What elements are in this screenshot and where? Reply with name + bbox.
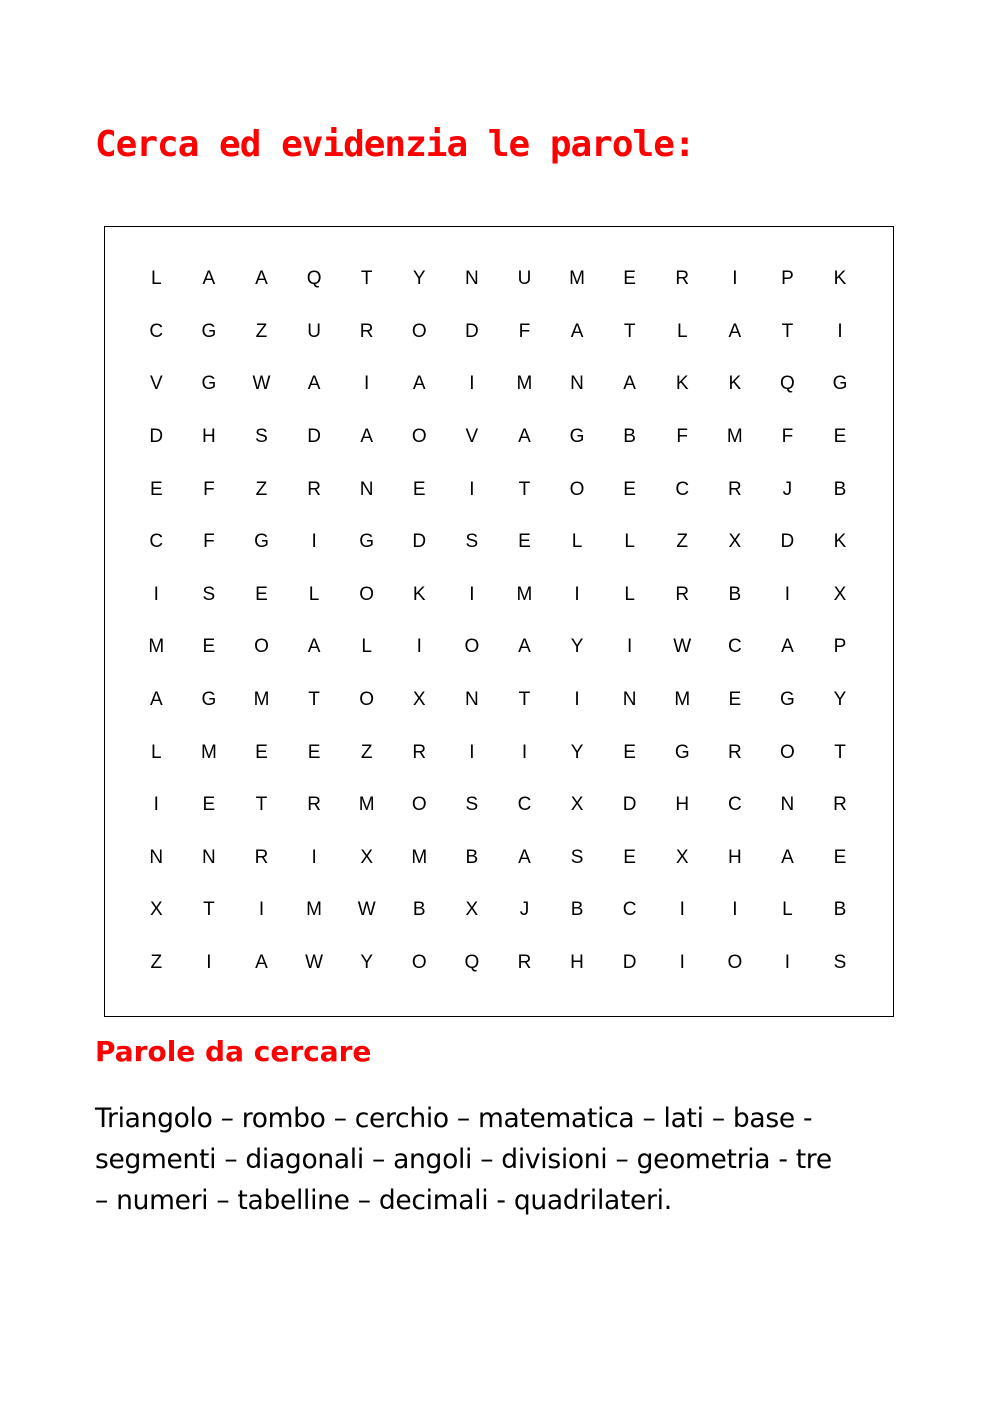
- grid-letter[interactable]: M: [358, 794, 375, 816]
- grid-letter[interactable]: S: [833, 952, 847, 974]
- grid-letter[interactable]: M: [726, 426, 743, 448]
- grid-letter[interactable]: Z: [255, 320, 268, 342]
- grid-letter[interactable]: A: [781, 636, 794, 658]
- grid-letter[interactable]: L: [624, 583, 635, 605]
- grid-letter[interactable]: M: [148, 636, 165, 658]
- grid-letter[interactable]: E: [623, 268, 636, 290]
- grid-letter[interactable]: W: [673, 636, 692, 658]
- grid-letter[interactable]: I: [574, 583, 580, 605]
- grid-letter[interactable]: H: [727, 846, 742, 868]
- grid-letter[interactable]: U: [307, 320, 321, 342]
- grid-letter[interactable]: O: [411, 952, 427, 974]
- grid-letter[interactable]: O: [411, 320, 427, 342]
- grid-letter[interactable]: R: [359, 320, 374, 342]
- grid-letter[interactable]: L: [308, 583, 320, 605]
- grid-letter[interactable]: O: [727, 952, 743, 974]
- grid-letter[interactable]: D: [412, 531, 427, 553]
- grid-letter[interactable]: A: [728, 320, 742, 342]
- grid-letter[interactable]: Y: [570, 741, 584, 763]
- grid-letter[interactable]: M: [200, 741, 217, 763]
- grid-letter[interactable]: X: [728, 531, 742, 553]
- word-list: [95, 1098, 925, 1221]
- grid-letter[interactable]: W: [357, 899, 376, 921]
- grid-letter[interactable]: N: [464, 268, 479, 290]
- grid-letter[interactable]: I: [153, 583, 159, 605]
- grid-letter[interactable]: N: [622, 689, 637, 711]
- grid-letter[interactable]: N: [149, 846, 164, 868]
- grid-letter[interactable]: R: [675, 583, 690, 605]
- grid-letter[interactable]: Y: [570, 636, 584, 658]
- grid-letter[interactable]: S: [202, 583, 216, 605]
- grid-letter[interactable]: C: [727, 636, 742, 658]
- grid-letter[interactable]: X: [149, 899, 163, 921]
- grid-letter[interactable]: M: [674, 689, 691, 711]
- grid-letter[interactable]: H: [675, 794, 690, 816]
- grid-letter[interactable]: F: [203, 478, 215, 500]
- grid-letter[interactable]: I: [311, 531, 317, 553]
- grid-letter[interactable]: K: [675, 373, 689, 395]
- grid-letter[interactable]: E: [412, 478, 426, 500]
- grid-letter[interactable]: G: [201, 689, 217, 711]
- grid-letter[interactable]: R: [254, 846, 269, 868]
- grid-letter[interactable]: A: [518, 846, 531, 868]
- grid-letter[interactable]: Y: [833, 689, 847, 711]
- grid-letter[interactable]: E: [255, 583, 268, 605]
- grid-letter[interactable]: D: [464, 320, 479, 342]
- grid-letter[interactable]: X: [570, 794, 584, 816]
- grid-letter[interactable]: X: [465, 899, 479, 921]
- grid-letter[interactable]: E: [833, 846, 847, 868]
- grid-letter[interactable]: R: [675, 268, 690, 290]
- grid-letter[interactable]: O: [464, 636, 480, 658]
- grid-letter[interactable]: O: [411, 794, 427, 816]
- grid-letter[interactable]: S: [570, 846, 584, 868]
- grid-letter[interactable]: R: [307, 794, 321, 816]
- grid-letter[interactable]: C: [149, 320, 164, 342]
- grid-letter[interactable]: G: [569, 426, 585, 448]
- grid-letter[interactable]: O: [359, 583, 375, 605]
- grid-letter[interactable]: Z: [676, 531, 689, 553]
- grid-letter[interactable]: E: [255, 741, 268, 763]
- grid-letter[interactable]: G: [201, 373, 217, 395]
- grid-letter[interactable]: I: [574, 689, 580, 711]
- grid-letter[interactable]: E: [623, 846, 636, 868]
- grid-letter[interactable]: A: [307, 636, 321, 658]
- grid-letter[interactable]: S: [465, 794, 479, 816]
- grid-letter[interactable]: O: [569, 478, 585, 500]
- grid-letter[interactable]: E: [623, 741, 636, 763]
- grid-letter[interactable]: L: [676, 320, 688, 342]
- grid-letter[interactable]: I: [469, 478, 475, 500]
- grid-letter[interactable]: X: [360, 846, 374, 868]
- grid-letter[interactable]: I: [416, 636, 422, 658]
- grid-letter[interactable]: N: [359, 478, 374, 500]
- grid-letter[interactable]: T: [518, 478, 531, 500]
- grid-letter[interactable]: S: [255, 426, 268, 448]
- grid-letter[interactable]: A: [570, 320, 584, 342]
- grid-letter[interactable]: N: [780, 794, 795, 816]
- grid-letter[interactable]: O: [254, 636, 269, 658]
- grid-letter[interactable]: Q: [306, 268, 322, 290]
- grid-letter[interactable]: R: [833, 794, 847, 816]
- grid-letter[interactable]: I: [153, 794, 159, 816]
- grid-letter[interactable]: X: [833, 583, 847, 605]
- grid-letter[interactable]: I: [784, 952, 791, 974]
- grid-letter[interactable]: P: [781, 268, 794, 290]
- grid-letter[interactable]: A: [412, 373, 426, 395]
- grid-letter[interactable]: B: [465, 846, 479, 868]
- grid-letter[interactable]: Z: [255, 478, 268, 500]
- grid-letter[interactable]: L: [151, 268, 162, 290]
- grid-letter[interactable]: T: [255, 794, 268, 816]
- grid-letter[interactable]: B: [833, 478, 847, 500]
- grid-letter[interactable]: D: [622, 952, 637, 974]
- grid-letter[interactable]: I: [627, 636, 633, 658]
- grid-letter[interactable]: G: [674, 741, 690, 763]
- grid-letter[interactable]: R: [727, 741, 742, 763]
- grid-letter[interactable]: G: [254, 531, 269, 553]
- grid-letter[interactable]: H: [202, 426, 216, 448]
- grid-letter[interactable]: K: [728, 373, 742, 395]
- grid-letter[interactable]: A: [360, 426, 374, 448]
- grid-letter[interactable]: K: [412, 583, 426, 605]
- word-list-line: segmenti – diagonali – angoli – divisioni – geometria - tre: [95, 1144, 832, 1175]
- grid-letter[interactable]: D: [780, 531, 795, 553]
- grid-letter[interactable]: P: [833, 636, 847, 658]
- grid-letter[interactable]: I: [469, 373, 475, 395]
- grid-letter[interactable]: X: [675, 846, 689, 868]
- grid-letter[interactable]: G: [832, 373, 848, 395]
- grid-letter[interactable]: A: [623, 373, 636, 395]
- grid-letter[interactable]: E: [833, 426, 847, 448]
- grid-letter[interactable]: K: [833, 268, 847, 290]
- grid-letter[interactable]: M: [569, 268, 585, 290]
- grid-letter[interactable]: H: [570, 952, 584, 974]
- grid-letter[interactable]: M: [516, 373, 533, 395]
- grid-letter[interactable]: Y: [412, 268, 426, 290]
- grid-letter[interactable]: E: [202, 636, 216, 658]
- grid-letter[interactable]: F: [518, 320, 531, 342]
- grid-letter[interactable]: E: [623, 478, 636, 500]
- grid-letter[interactable]: B: [570, 899, 584, 921]
- grid-letter[interactable]: A: [518, 426, 531, 448]
- grid-letter[interactable]: N: [570, 373, 584, 395]
- grid-letter[interactable]: E: [202, 794, 216, 816]
- grid-letter[interactable]: O: [411, 426, 427, 448]
- grid-letter[interactable]: R: [727, 478, 742, 500]
- word-list-line: Triangolo – rombo – cerchio – matematica – lati – base -: [95, 1103, 813, 1134]
- grid-letter[interactable]: Z: [360, 741, 373, 763]
- grid-letter[interactable]: B: [728, 583, 742, 605]
- grid-letter[interactable]: Y: [360, 952, 374, 974]
- grid-letter[interactable]: R: [517, 952, 532, 974]
- grid-letter[interactable]: O: [359, 689, 375, 711]
- grid-letter[interactable]: G: [780, 689, 795, 711]
- grid-letter[interactable]: I: [364, 373, 370, 395]
- grid-letter[interactable]: I: [521, 741, 528, 763]
- grid-letter[interactable]: I: [732, 899, 738, 921]
- grid-letter[interactable]: I: [784, 583, 791, 605]
- grid-letter[interactable]: N: [464, 689, 479, 711]
- grid-letter[interactable]: C: [727, 794, 742, 816]
- grid-letter[interactable]: Z: [150, 952, 163, 974]
- grid-letter[interactable]: T: [308, 689, 320, 711]
- grid-letter[interactable]: L: [151, 741, 162, 763]
- grid-letter[interactable]: F: [203, 531, 215, 553]
- grid-letter[interactable]: G: [359, 531, 375, 553]
- grid-letter[interactable]: A: [781, 846, 794, 868]
- grid-letter[interactable]: J: [519, 899, 530, 921]
- grid-letter[interactable]: N: [202, 846, 216, 868]
- grid-letter[interactable]: G: [201, 320, 217, 342]
- words-heading: Parole da cercare: [95, 1035, 372, 1068]
- grid-letter[interactable]: L: [571, 531, 583, 553]
- grid-letter[interactable]: D: [622, 794, 637, 816]
- grid-letter[interactable]: E: [307, 741, 321, 763]
- grid-letter[interactable]: I: [206, 952, 212, 974]
- grid-letter[interactable]: T: [834, 741, 846, 763]
- grid-letter[interactable]: A: [255, 952, 268, 974]
- grid-letter[interactable]: R: [307, 478, 321, 500]
- grid-letter[interactable]: S: [465, 531, 479, 553]
- grid-letter[interactable]: L: [361, 636, 372, 658]
- grid-letter[interactable]: T: [203, 899, 215, 921]
- grid-letter[interactable]: I: [258, 899, 265, 921]
- grid-letter[interactable]: E: [149, 478, 163, 500]
- grid-letter[interactable]: E: [728, 689, 742, 711]
- word-search-grid: [130, 253, 866, 989]
- grid-letter[interactable]: U: [517, 268, 532, 290]
- grid-letter[interactable]: I: [311, 846, 317, 868]
- grid-letter[interactable]: Q: [780, 373, 795, 395]
- grid-letter[interactable]: D: [307, 426, 321, 448]
- grid-letter[interactable]: B: [623, 426, 636, 448]
- grid-letter[interactable]: C: [517, 794, 532, 816]
- grid-letter[interactable]: E: [518, 531, 531, 553]
- grid-letter[interactable]: B: [412, 899, 426, 921]
- grid-letter[interactable]: A: [255, 268, 268, 290]
- grid-letter[interactable]: L: [624, 531, 635, 553]
- grid-letter[interactable]: F: [676, 426, 689, 448]
- grid-letter[interactable]: V: [149, 373, 163, 395]
- grid-letter[interactable]: A: [149, 689, 163, 711]
- grid-letter[interactable]: Q: [464, 952, 480, 974]
- grid-letter[interactable]: W: [305, 952, 324, 974]
- grid-letter[interactable]: K: [833, 531, 847, 553]
- grid-letter[interactable]: C: [622, 899, 637, 921]
- grid-letter[interactable]: D: [149, 426, 164, 448]
- grid-letter[interactable]: I: [469, 583, 475, 605]
- grid-letter[interactable]: W: [252, 373, 271, 395]
- grid-letter[interactable]: T: [518, 689, 531, 711]
- grid-letter[interactable]: T: [360, 268, 373, 290]
- grid-letter[interactable]: V: [465, 426, 479, 448]
- word-list-line: – numeri – tabelline – decimali - quadrilateri.: [95, 1185, 672, 1216]
- grid-letter[interactable]: C: [675, 478, 690, 500]
- grid-letter[interactable]: T: [623, 320, 636, 342]
- grid-letter[interactable]: I: [837, 320, 843, 342]
- grid-letter[interactable]: R: [412, 741, 427, 763]
- grid-letter[interactable]: C: [149, 531, 164, 553]
- grid-letter[interactable]: M: [253, 689, 270, 711]
- page-title: Cerca ed evidenzia le parole:: [95, 124, 695, 165]
- grid-letter[interactable]: J: [782, 478, 793, 500]
- grid-letter[interactable]: I: [679, 952, 685, 974]
- grid-letter[interactable]: O: [780, 741, 795, 763]
- grid-letter[interactable]: B: [833, 899, 847, 921]
- grid-letter[interactable]: I: [732, 268, 738, 290]
- grid-letter[interactable]: I: [469, 741, 475, 763]
- grid-letter[interactable]: T: [781, 320, 794, 342]
- grid-letter[interactable]: F: [781, 426, 794, 448]
- grid-letter[interactable]: M: [306, 899, 322, 921]
- grid-letter[interactable]: A: [307, 373, 321, 395]
- grid-letter[interactable]: X: [412, 689, 426, 711]
- grid-letter[interactable]: A: [202, 268, 216, 290]
- grid-letter[interactable]: L: [782, 899, 793, 921]
- grid-letter[interactable]: M: [411, 846, 428, 868]
- grid-letter[interactable]: A: [518, 636, 531, 658]
- grid-letter[interactable]: M: [516, 583, 533, 605]
- grid-letter[interactable]: I: [679, 899, 685, 921]
